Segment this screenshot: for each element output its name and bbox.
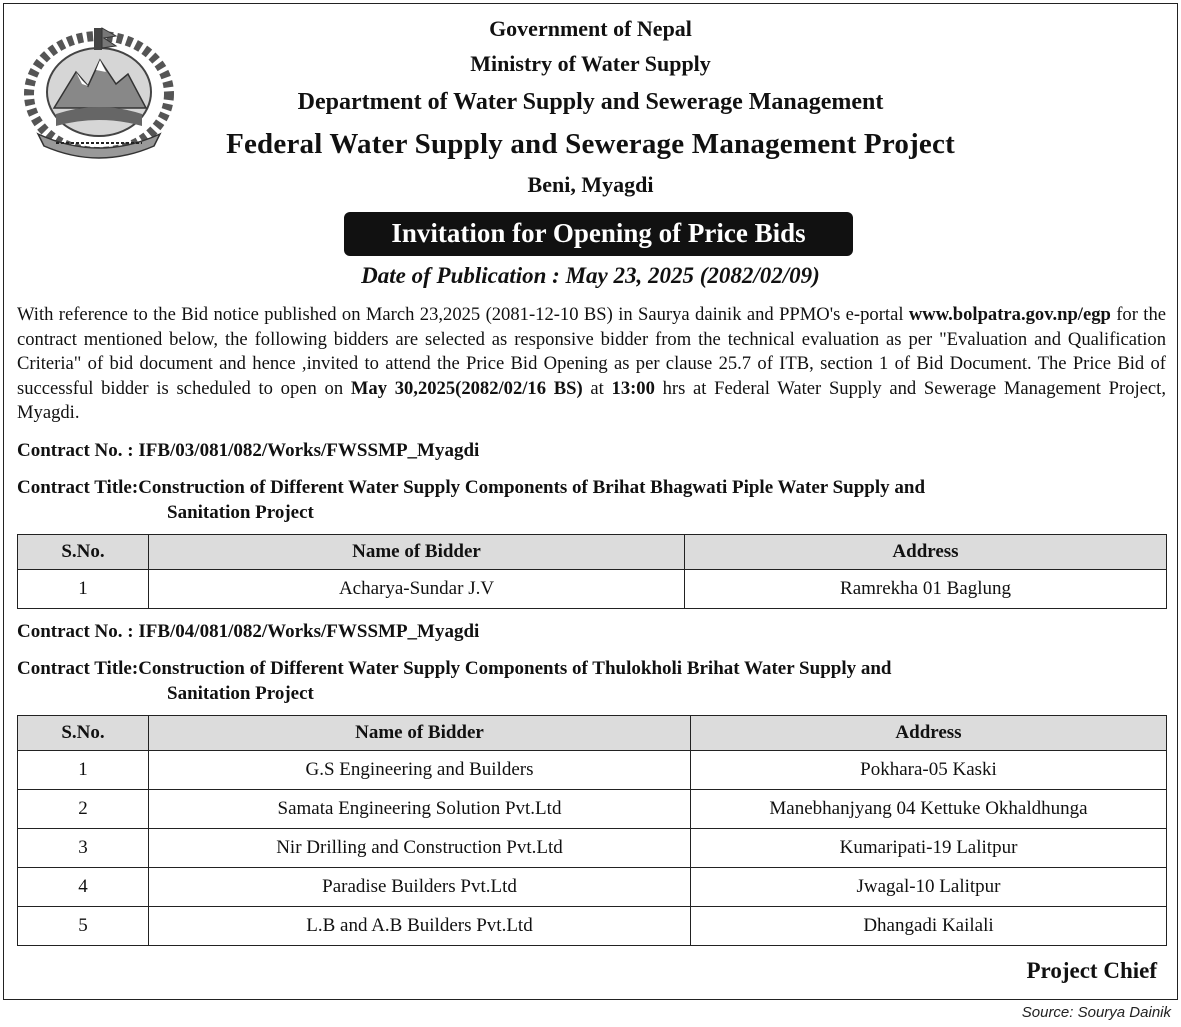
cell-address: Pokhara-05 Kaski (691, 751, 1167, 790)
cell-address: Dhangadi Kailali (691, 907, 1167, 946)
notice-title: Invitation for Opening of Price Bids (344, 212, 853, 256)
cell-bidder-name: Samata Engineering Solution Pvt.Ltd (149, 790, 691, 829)
body-text-4: hrs at Federal Water Supply and Sewerage Management Project, Myagdi. (17, 377, 1166, 424)
cell-sno: 3 (18, 829, 149, 868)
col-sno: S.No. (18, 535, 149, 570)
header-ministry: Ministry of Water Supply (470, 51, 711, 76)
table-header-row (18, 535, 1167, 570)
contract-title-line1: Construction of Different Water Supply Components of Brihat Bhagwati Piple Water Supply and (138, 477, 926, 498)
cell-bidder-name: Paradise Builders Pvt.Ltd (149, 868, 691, 907)
table-row (18, 829, 1167, 868)
publication-date: Date of Publication : May 23, 2025 (2082/02/09) (361, 263, 820, 288)
cell-bidder-name: G.S Engineering and Builders (149, 751, 691, 790)
table-row (18, 907, 1167, 946)
cell-sno: 1 (18, 751, 149, 790)
contract-title-label: Contract Title: (17, 477, 139, 498)
contract-title (17, 475, 1097, 525)
cell-bidder-name: L.B and A.B Builders Pvt.Ltd (149, 907, 691, 946)
contract-title-line2: Sanitation Project (167, 683, 314, 704)
col-bidder-name: Name of Bidder (149, 716, 691, 751)
cell-bidder-name: Nir Drilling and Construction Pvt.Ltd (149, 829, 691, 868)
col-address: Address (685, 535, 1167, 570)
signature-title: Project Chief (1026, 958, 1157, 983)
bidder-table (17, 534, 1167, 609)
opening-time: 13:00 (611, 377, 655, 399)
cell-address: Kumaripati-19 Lalitpur (691, 829, 1167, 868)
website-link: www.bolpatra.gov.np/egp (908, 304, 1111, 325)
contract-number: Contract No. : IFB/03/081/082/Works/FWSSMP_Myagdi (17, 440, 480, 461)
cell-address: Manebhanjyang 04 Kettuke Okhaldhunga (691, 790, 1167, 829)
header-government: Government of Nepal (489, 16, 692, 41)
table-header-row (18, 716, 1167, 751)
table-row (18, 868, 1167, 907)
contract-title-line2: Sanitation Project (167, 502, 314, 523)
notice-body (17, 303, 1166, 426)
cell-sno: 4 (18, 868, 149, 907)
source-credit: Source: Sourya Dainik (1021, 1004, 1171, 1021)
header-location: Beni, Myagdi (527, 172, 654, 197)
header-project: Federal Water Supply and Sewerage Management Project (226, 128, 955, 160)
table-row (18, 790, 1167, 829)
contract-number: Contract No. : IFB/04/081/082/Works/FWSSMP_Myagdi (17, 621, 480, 642)
cell-address: Jwagal-10 Lalitpur (691, 868, 1167, 907)
contract-title (17, 656, 1097, 706)
cell-sno: 5 (18, 907, 149, 946)
body-text-3: at (582, 377, 612, 399)
contract-title-label: Contract Title: (17, 658, 139, 679)
bidder-table (17, 715, 1167, 946)
col-sno: S.No. (18, 716, 149, 751)
body-text-1: With reference to the Bid notice published on March 23,2025 (2081-12-10 BS) in Saurya dainik and PPMO's e-portal (17, 304, 909, 325)
opening-date: May 30,2025(2082/02/16 BS) (350, 377, 583, 399)
col-bidder-name: Name of Bidder (149, 535, 685, 570)
cell-address: Ramrekha 01 Baglung (685, 570, 1167, 609)
cell-bidder-name: Acharya-Sundar J.V (149, 570, 685, 609)
col-address: Address (691, 716, 1167, 751)
cell-sno: 1 (18, 570, 149, 609)
header-department: Department of Water Supply and Sewerage Management (297, 89, 884, 115)
contract-title-line1: Construction of Different Water Supply Components of Thulokholi Brihat Water Supply and (138, 658, 892, 679)
cell-sno: 2 (18, 790, 149, 829)
table-row (18, 751, 1167, 790)
body-text-2: for the contract mentioned below, the following bidders are selected as responsive bidder from the technical evaluation as per "Evaluation and Qualification Criteria" of bid document and hence ,invited to attend the Price Bid Opening as per clause 25.7 of ITB, section 1 of Bid Document. The Price Bid of successful bidder is scheduled to open on (17, 304, 1166, 399)
table-row (18, 570, 1167, 609)
